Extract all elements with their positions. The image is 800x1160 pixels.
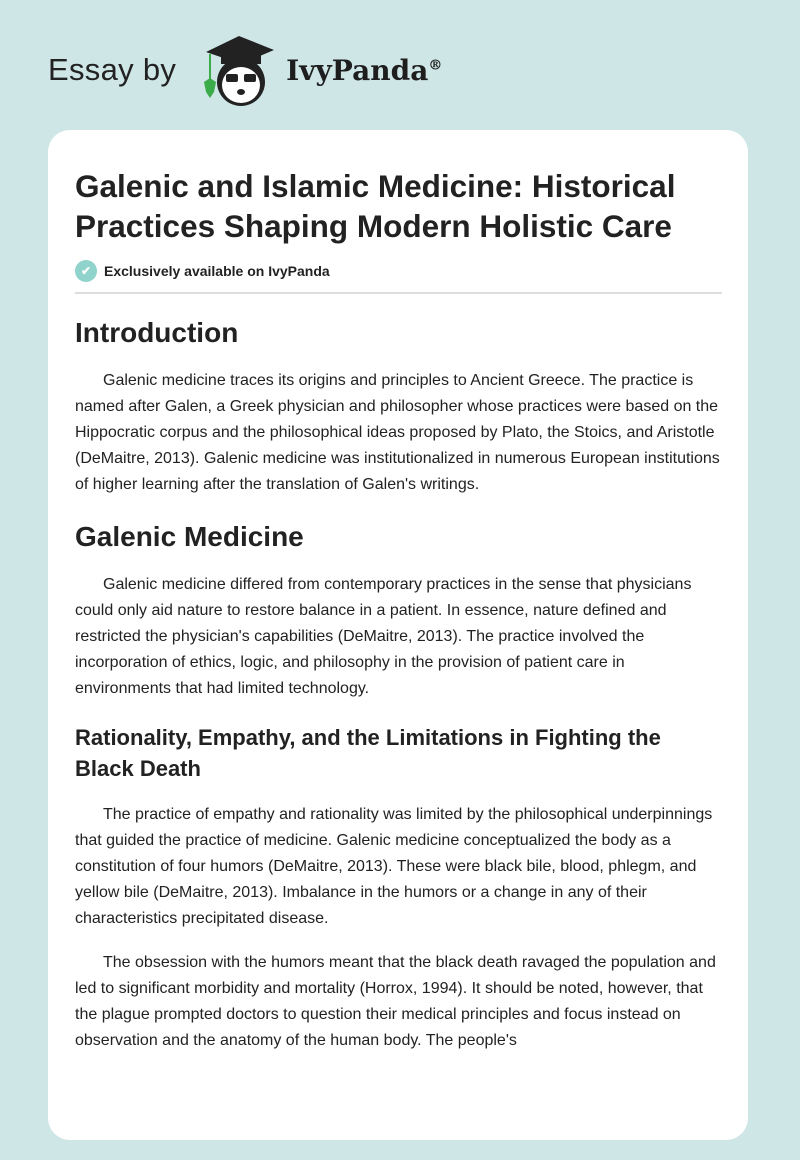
paragraph: Galenic medicine differed from contemporary practices in the sense that physicians could only aid nature to restore balance in a patient. In essence, nature defined and restricted the physician's capabilities (DeMaitre, 2013). The practice involved the incorporation of ethics, logic, and philosophy in the provision of patient care in environments that had limited technology. [75,576,692,697]
section-heading: Introduction [75,317,239,348]
essay-by-label: Essay by [48,52,177,87]
page-title: Galenic and Islamic Medicine: Historical Practices Shaping Modern Holistic Care [75,168,676,244]
brand-name [286,54,442,87]
exclusive-badge [75,260,722,282]
paragraph: Galenic medicine traces its origins and principles to Ancient Greece. The practice is named after Galen, a Greek physician and philosopher whose practices were based on the Hippocratic corpus and the philosophical ideas proposed by Plato, the Stoics, and Aristotle (DeMaitre, 2013). Galenic medicine was institutionalized in numerous European institutions of higher learning after the translation of Galen's writings. [75,372,720,493]
site-header [48,30,442,110]
brand-text: IvyPanda [286,53,429,87]
paragraph: The obsession with the humors meant that the black death ravaged the population and led to significant morbidity and mortality (Horrox, 1994). It should be noted, however, that the plague prompted doctors to question their medical principles and focus instead on observation and the anatomy of the human body. The people's [75,954,716,1049]
section-heading: Galenic Medicine [75,521,304,552]
badge-label: Exclusively available on IvyPanda [104,263,330,279]
essay-card [48,130,748,1140]
ivypanda-logo-icon[interactable] [194,30,284,110]
registered-mark: ® [428,57,443,74]
check-icon: ✔ [75,260,97,282]
subsection-heading: Rationality, Empathy, and the Limitations in Fighting the Black Death [75,725,661,781]
divider [75,292,722,294]
paragraph: The practice of empathy and rationality was limited by the philosophical underpinnings that guided the practice of medicine. Galenic medicine conceptualized the body as a constitution of four humors (DeMaitre, 2013). These were black bile, blood, phlegm, and yellow bile (DeMaitre, 2013). Imbalance in the humors or a change in any of their characteristics precipitated disease. [75,806,713,927]
